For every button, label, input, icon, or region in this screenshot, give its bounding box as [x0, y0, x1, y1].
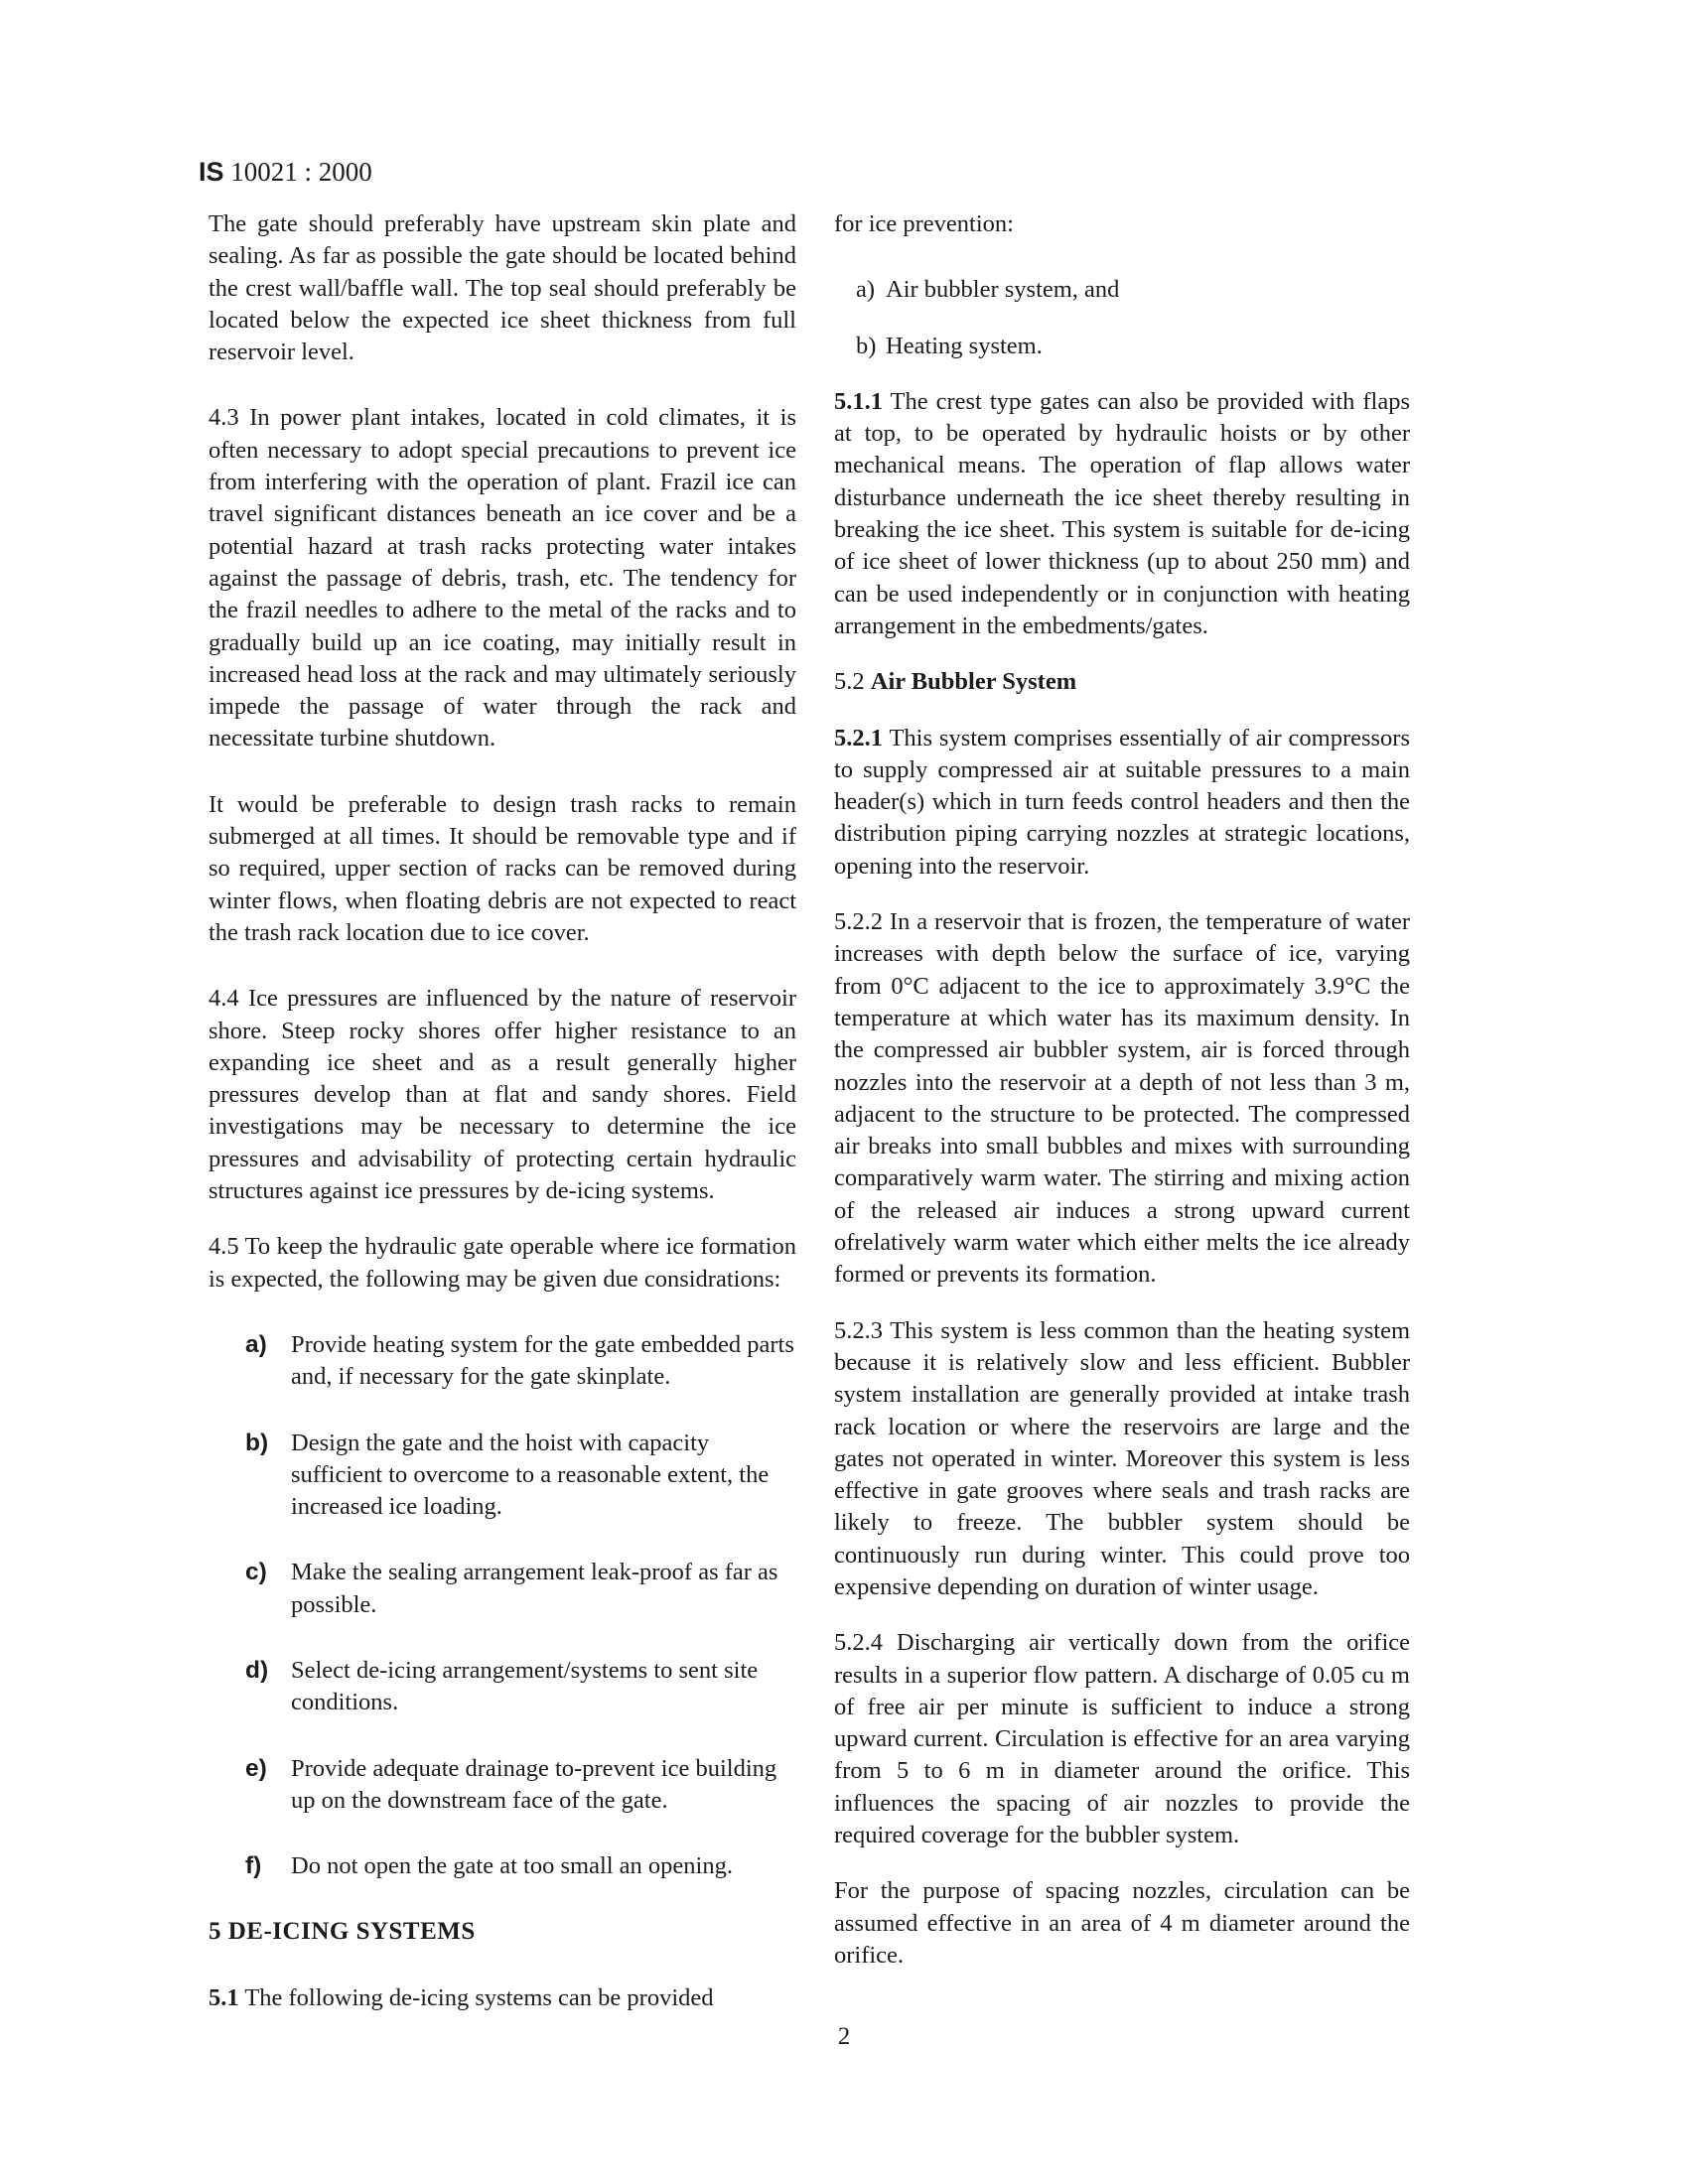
list-label: a): [245, 1330, 267, 1358]
clause-number: 4.5: [209, 1233, 239, 1261]
standard-number: 10021 : 2000: [230, 157, 372, 187]
clause-text: Ice pressures are influenced by the nature of reservoir shore. Steep rocky shores offer higher resistance to an expanding ice sheet and as a result generally higher pressures develop than at flat and sandy shores. Field investigations may be necessary to determine the ice pressures and advisability of protecting certain hydraulic structures against ice pressures by de-icing systems.: [209, 985, 797, 1205]
clause-text: To keep the hydraulic gate operable where ice formation is expected, the following may be given due considrations:: [209, 1233, 797, 1293]
subsection-title: Air Bubbler System: [870, 668, 1077, 696]
list-item: [209, 1753, 796, 1818]
list-label: b): [856, 332, 877, 359]
list-label: c): [245, 1559, 267, 1586]
clause-4-4: [209, 983, 796, 1207]
clause-5-1-1: [834, 386, 1410, 642]
list-text: Heating system.: [886, 332, 1043, 359]
list-item: [834, 274, 1410, 306]
clause-number: 4.3: [209, 404, 239, 432]
clause-5-2-1: [834, 723, 1410, 883]
continuation-text: for ice prevention:: [834, 210, 1014, 237]
list-item: [834, 331, 1410, 362]
clause-number: 5.2.1: [834, 724, 883, 751]
clause-text: In a reservoir that is frozen, the temperature of water increases with depth below the surface of ice, varying from 0°C adjacent to the ice to approximately 3.9°C the temperature at which water has its maximum density. In the compressed air bubbler system, air is forced through nozzles into the reservoir at a depth of not less than 3 m, adjacent to the structure to be protected. The compressed air breaks into small bubbles and mixes with surrounding comparatively warm water. The stirring and mixing action of the released air induces a strong upward current ofrelatively warm water which either melts the ice already formed or prevents its formation.: [834, 908, 1410, 1289]
list-label: e): [245, 1754, 267, 1782]
subsection-number: 5.2: [834, 668, 865, 696]
list-text: Select de-icing arrangement/systems to sent site conditions.: [291, 1656, 759, 1716]
clause-text: The crest type gates can also be provided with flaps at top, to be operated by hydraulic hoists or by other mechanical means. The operation of flap allows water disturbance underneath the ice sheet thereby resulting in breaking the ice sheet. This system is suitable for de-icing of ice sheet of lower thickness (up to about 250 mm) and can be used independently or in conjunction with heating arrangement in the embedments/gates.: [834, 387, 1410, 639]
list-text: Design the gate and the hoist with capacity sufficient to overcome to a reasonable extent, the increased ice loading.: [291, 1429, 770, 1521]
list-item: [209, 1329, 796, 1394]
clause-5-2-4: [834, 1627, 1410, 1851]
list-label: d): [245, 1656, 269, 1684]
left-column: [209, 208, 796, 2014]
clause-number: 5.2.4: [834, 1629, 883, 1657]
section-heading-5: 5 DE-ICING SYSTEMS: [209, 1918, 476, 1946]
list-item: [209, 1655, 796, 1719]
clause-5-2-3: [834, 1315, 1410, 1604]
clause-number: 5.2.3: [834, 1316, 883, 1344]
subsection-heading-5-2: [834, 666, 1410, 698]
clause-4-5: [209, 1231, 796, 1296]
standard-code: IS: [199, 157, 224, 187]
list-item: [209, 1850, 796, 1882]
list-text: Provide heating system for the gate embedded parts and, if necessary for the gate skinplate.: [291, 1330, 794, 1391]
right-column: [834, 208, 1410, 1972]
clause-text: This system is less common than the heating system because it is relatively slow and less efficient. Bubbler system installation are generally provided at intake trash rack location or where the reservoirs are large and the gates not operated in winter. Moreover this system is less effective in gate grooves where seals and trash racks are likely to freeze. The bubbler system should be continuously run during winter. This could prove too expensive depending on duration of winter usage.: [834, 1316, 1410, 1600]
list-text: Provide adequate drainage to-prevent ice building up on the downstream face of the gate.: [291, 1754, 777, 1814]
list-item: [209, 1428, 796, 1524]
list-label: a): [856, 276, 876, 304]
clause-text: In power plant intakes, located in cold climates, it is often necessary to adopt special precautions to prevent ice from interfering with the operation of plant. Frazil ice can travel significant distances beneath an ice cover and be a potential hazard at trash racks protecting water intakes against the passage of debris, trash, etc. The tendency for the frazil needles to adhere to the metal of the racks and to gradually build up an ice coating, may initially result in increased head loss at the rack and may ultimately seriously impede the passage of water through the rack and necessitate turbine shutdown.: [209, 404, 796, 752]
clause-number: 5.1: [209, 1983, 239, 2011]
list-item: [209, 1557, 796, 1621]
clause-text: Discharging air vertically down from the orifice results in a superior flow pattern. A discharge of 0.05 cu m of free air per minute is sufficient to induce a strong upward current. Circulation is effective for an area varying from 5 to 6 m in diameter around the orifice. This influences the spacing of air nozzles to provide the required coverage for the bubbler system.: [834, 1629, 1410, 1849]
paragraph-nozzle-spacing: For the purpose of spacing nozzles, circulation can be assumed effective in an area of 4 m diameter around the orifice.: [834, 1877, 1410, 1969]
clause-number: 4.4: [209, 985, 239, 1013]
paragraph-skin-plate: The gate should preferably have upstream skin plate and sealing. As far as possible the gate should be located behind the crest wall/baffle wall. The top seal should preferably be located below the expected ice sheet thickness from full reservoir level.: [209, 210, 796, 366]
list-label: f): [245, 1852, 262, 1880]
clause-text: The following de-icing systems can be provided: [244, 1983, 714, 2011]
clause-5-2-2: [834, 906, 1410, 1292]
clause-4-3: [209, 402, 796, 754]
paragraph-trash-racks: It would be preferable to design trash racks to remain submerged at all times. It should be removable type and if so required, upper section of racks can be removed during winter flows, when floating debris are not expected to react the trash rack location due to ice cover.: [209, 790, 796, 946]
list-label: b): [245, 1429, 269, 1456]
list-text: Air bubbler system, and: [886, 276, 1120, 304]
page-header: [199, 157, 372, 188]
page-number: 2: [837, 2023, 851, 2050]
clause-5-1: [209, 1982, 796, 2014]
list-text: Make the sealing arrangement leak-proof as far as possible.: [291, 1559, 778, 1618]
clause-number: 5.1.1: [834, 387, 883, 415]
list-text: Do not open the gate at too small an opening.: [291, 1852, 733, 1880]
clause-number: 5.2.2: [834, 908, 883, 936]
clause-text: This system comprises essentially of air compressors to supply compressed air at suitable pressures to a main header(s) which in turn feeds control headers and then the distribution piping carrying nozzles at strategic locations, opening into the reservoir.: [834, 724, 1410, 880]
